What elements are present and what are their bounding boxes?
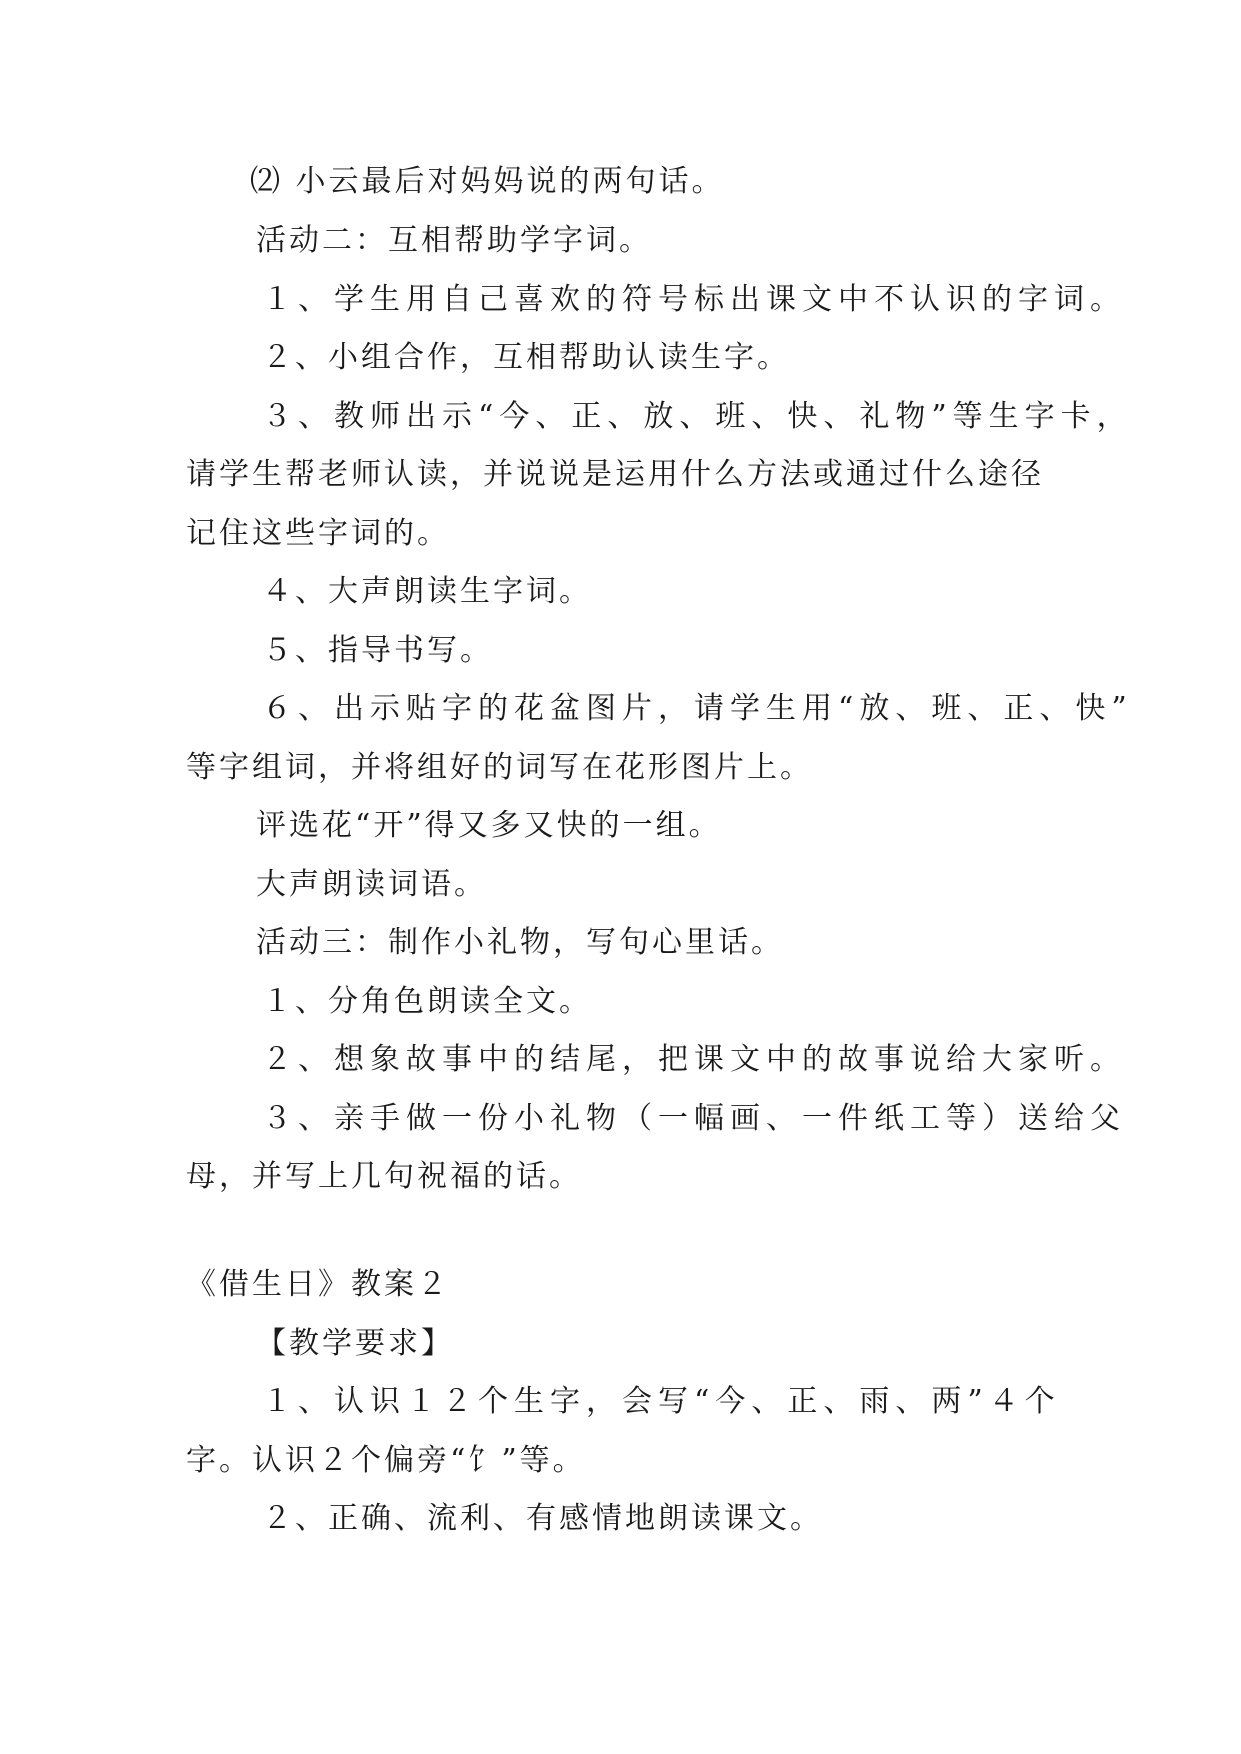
text-line: ３、亲手做一份小礼物（一幅画、一件纸工等）送给父 xyxy=(262,1101,1126,1136)
text-line: 记住这些字词的。 xyxy=(186,516,450,551)
text-line: ５、指导书写。 xyxy=(262,633,493,668)
section-heading: 【教学要求】 xyxy=(256,1326,454,1361)
text-line: １、认识１２个生字，会写“今、正、雨、两”４个 xyxy=(262,1384,1061,1419)
text-line: １、分角色朗读全文。 xyxy=(262,984,592,1019)
text-line: ６、出示贴字的花盆图片，请学生用“放、班、正、快” xyxy=(262,691,1133,726)
text-line: ４、大声朗读生字词。 xyxy=(262,574,592,609)
text-line: 母，并写上几句祝福的话。 xyxy=(186,1159,582,1194)
text-line: ２、小组合作，互相帮助认读生字。 xyxy=(262,340,790,375)
section-heading: 活动二：互相帮助学字词。 xyxy=(256,223,652,258)
text-line: 评选花“开”得又多又快的一组。 xyxy=(256,808,722,843)
section-heading: 活动三：制作小礼物，写句心里话。 xyxy=(256,925,784,960)
text-line: ３、教师出示“今、正、放、班、快、礼物”等生字卡， xyxy=(262,399,1133,434)
text-line: ⑵ 小云最后对妈妈说的两句话。 xyxy=(250,164,725,199)
text-line: 大声朗读词语。 xyxy=(256,867,487,902)
text-line: 字。认识２个偏旁“饣”等。 xyxy=(186,1443,586,1478)
text-line: 请学生帮老师认读，并说说是运用什么方法或通过什么途径 xyxy=(186,457,1044,492)
text-line: １、学生用自己喜欢的符号标出课文中不认识的字词。 xyxy=(262,282,1126,317)
text-line: ２、想象故事中的结尾，把课文中的故事说给大家听。 xyxy=(262,1042,1126,1077)
text-line: 等字组词，并将组好的词写在花形图片上。 xyxy=(186,750,813,785)
document-title: 《借生日》教案２ xyxy=(186,1267,450,1302)
text-line: ２、正确、流利、有感情地朗读课文。 xyxy=(262,1501,823,1536)
